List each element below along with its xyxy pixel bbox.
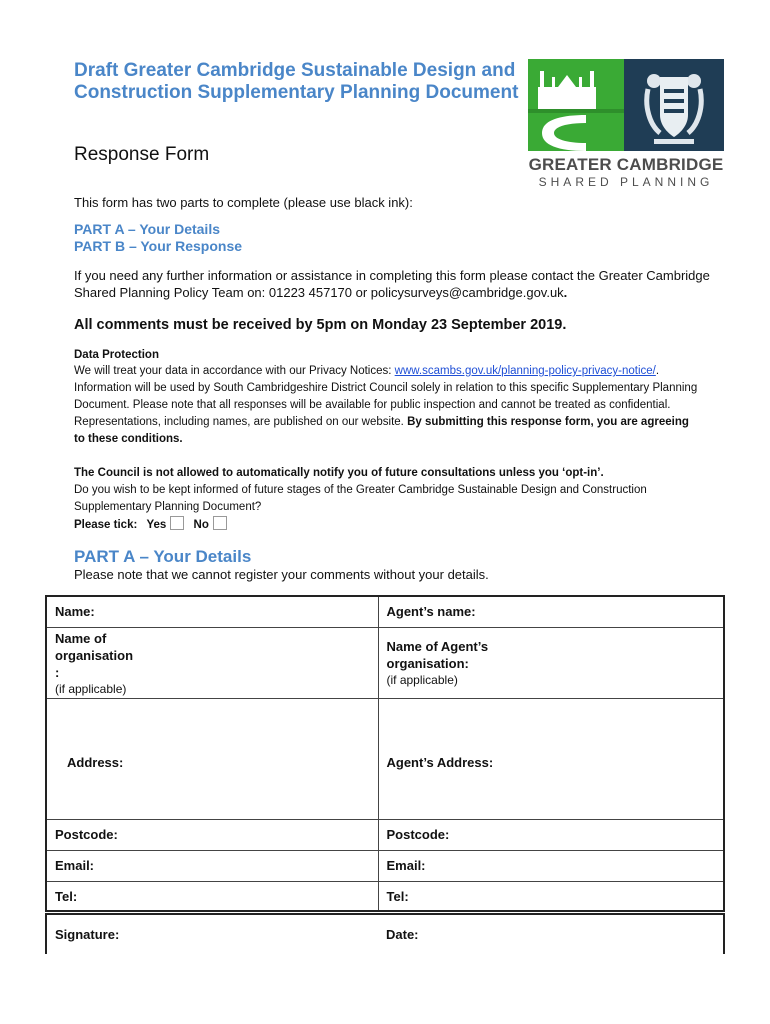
part-b-link: PART B – Your Response <box>74 238 243 254</box>
agent-tel-field[interactable] <box>378 881 724 911</box>
agent-tel-label: Tel: <box>386 888 409 904</box>
postcode-label: Postcode: <box>55 826 118 842</box>
opt-in-tick-row <box>74 516 233 534</box>
address-label: Address: <box>67 754 124 770</box>
date-field[interactable] <box>378 914 724 954</box>
agent-address-field[interactable] <box>378 698 724 819</box>
yes-checkbox[interactable] <box>170 516 184 530</box>
opt-in-question: Do you wish to be kept informed of future stages of the Greater Cambridge Sustainable Design and Construction Supplementary Planning Document? <box>74 484 647 513</box>
data-protection-heading: Data Protection <box>74 349 159 361</box>
organisation-field[interactable] <box>46 627 378 698</box>
logo-text-primary: GREATER CAMBRIDGE <box>528 155 724 174</box>
agent-organisation-field[interactable] <box>378 627 724 698</box>
agent-org-if-applicable: (if applicable) <box>386 672 458 687</box>
no-checkbox[interactable] <box>213 516 227 530</box>
kings-college-chapel-icon <box>528 59 624 151</box>
contact-end: . <box>563 285 568 300</box>
details-table <box>45 595 725 912</box>
dp-conditions: By submitting this response form, you are agreeing to these conditions. <box>74 416 689 445</box>
document-title: Draft Greater Cambridge Sustainable Design and Construction Supplementary Planning Document <box>74 60 519 103</box>
contact-paragraph <box>74 267 714 301</box>
agent-postcode-field[interactable] <box>378 819 724 850</box>
address-field[interactable] <box>46 698 378 819</box>
greater-cambridge-logo <box>528 59 724 189</box>
org-label-1: Name of <box>55 630 107 646</box>
data-protection-text <box>74 363 699 448</box>
name-field[interactable] <box>46 596 378 627</box>
deadline-notice: All comments must be received by 5pm on Monday 23 September 2019. <box>74 317 567 333</box>
logo-green-panel <box>528 59 624 151</box>
org-label-3: : <box>55 664 60 680</box>
signature-table <box>45 913 725 954</box>
contact-text: If you need any further information or assistance in completing this form please contact the Greater Cambridge Shared Planning Policy Team on: 01223 457170 or policysurveys@cambridge.gov.uk <box>74 268 710 300</box>
agent-email-field[interactable] <box>378 850 724 881</box>
dp-text-1: We will treat your data in accordance with our Privacy Notices: <box>74 365 395 377</box>
agent-org-label: Name of Agent’s organisation: <box>386 638 489 671</box>
agent-postcode-label: Postcode: <box>386 826 450 842</box>
signature-label: Signature: <box>55 927 120 942</box>
date-label: Date: <box>386 927 419 942</box>
no-label: No <box>193 519 209 531</box>
opt-in-heading: The Council is not allowed to automatically notify you of future consultations unless you ‘opt-in’. <box>74 467 604 479</box>
parts-intro: This form has two parts to complete (please use black ink): <box>74 195 413 210</box>
agent-name-field[interactable] <box>378 596 724 627</box>
logo-navy-panel <box>624 59 724 151</box>
privacy-notice-link[interactable]: www.scambs.gov.uk/planning-policy-privacy-notice/ <box>394 365 656 377</box>
part-a-link: PART A – Your Details <box>74 221 220 237</box>
email-field[interactable] <box>46 850 378 881</box>
postcode-field[interactable] <box>46 819 378 850</box>
dp-text-2: . Information will be used by South Cambridgeshire District Council solely in relation to this specific Supplementary Planning Document. Please note that all responses will be available for public inspection and cannot be treated as confidential. Representations, including names, are published on our website. <box>74 365 698 428</box>
name-label: Name: <box>55 604 95 619</box>
part-a-note: Please note that we cannot register your comments without your details. <box>74 567 489 582</box>
logo-text-secondary: SHARED PLANNING <box>538 175 714 189</box>
signature-field[interactable] <box>46 914 378 954</box>
coat-of-arms-icon <box>624 59 724 151</box>
org-label-2: organisation <box>55 647 134 663</box>
yes-label: Yes <box>146 519 167 531</box>
form-subtitle: Response Form <box>74 144 210 165</box>
agent-name-label: Agent’s name: <box>386 604 476 619</box>
email-label: Email: <box>55 857 95 873</box>
agent-address-label: Agent’s Address: <box>386 754 494 770</box>
part-a-heading: PART A – Your Details <box>74 547 252 566</box>
org-if-applicable: (if applicable) <box>55 681 127 696</box>
tel-label: Tel: <box>55 888 78 904</box>
tick-label: Please tick: <box>74 519 138 531</box>
agent-email-label: Email: <box>386 857 426 873</box>
tel-field[interactable] <box>46 881 378 911</box>
